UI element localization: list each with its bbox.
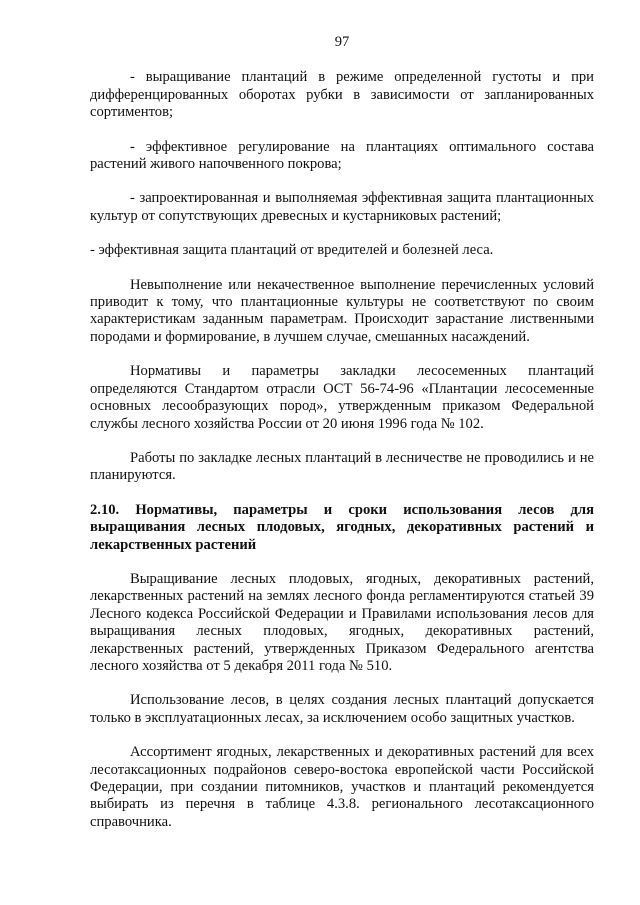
- paragraph-noncompliance: Невыполнение или некачественное выполнение перечисленных условий приводит к тому, что плантационные культуры не соответствуют по своим характеристикам заданным параметрам. Происходит зарастание лиственными породами и формирование, в лучшем случае, смешанных насаждений.: [90, 276, 594, 345]
- list-item-pest-protection: - эффективная защита плантаций от вредителей и болезней леса.: [90, 242, 494, 259]
- list-item-protection-shrubs: - запроектированная и выполняемая эффективная защита плантационных культур от сопутствующих древесных и кустарниковых растений;: [90, 190, 594, 224]
- section-heading: 2.10. Нормативы, параметры и сроки использования лесов для выращивания лесных плодовых, ягодных, декоративных растений и лекарственных растений: [90, 501, 594, 553]
- paragraph-standards: Нормативы и параметры закладки лесосеменных плантаций определяются Стандартом отрасли ОСТ 56-74-96 «Плантации лесосеменные основных лесообразующих пород», утвержденным приказом Федеральной службы лесного хозяйства России от 20 июня 1996 года № 102.: [90, 363, 594, 432]
- paragraph-no-works: Работы по закладке лесных плантаций в лесничестве не проводились и не планируются.: [90, 449, 594, 484]
- paragraph-assortment: Ассортимент ягодных, лекарственных и декоративных растений для всех лесотаксационных подрайонов северо-востока европейской части Российской Федерации, при создании питомников, участков и плантаций рекомендуется выбирать из перечня в таблице 4.3.8. регионального лесотаксационного справочника.: [90, 744, 594, 830]
- paragraph-regulation: Выращивание лесных плодовых, ягодных, декоративных растений, лекарственных растений на землях лесного фонда регламентируются статьей 39 Лесного кодекса Российской Федерации и Правилами использования лесов для выращивания лесных плодовых, ягодных, декоративных растений, лекарственных растений, утвержденных Приказом Федерального агентства лесного хозяйства от 5 декабря 2011 года № 510.: [90, 570, 594, 674]
- list-item-density: - выращивание плантаций в режиме определенной густоты и при дифференцированных оборотах рубки в зависимости от запланированных сортиментов;: [90, 69, 594, 121]
- list-item-ground-cover: - эффективное регулирование на плантациях оптимального состава растений живого напочвенного покрова;: [90, 138, 594, 173]
- paragraph-usage: Использование лесов, в целях создания лесных плантаций допускается только в эксплуатационных лесах, за исключением особо защитных участков.: [90, 692, 594, 726]
- page-number: 97: [334, 34, 350, 50]
